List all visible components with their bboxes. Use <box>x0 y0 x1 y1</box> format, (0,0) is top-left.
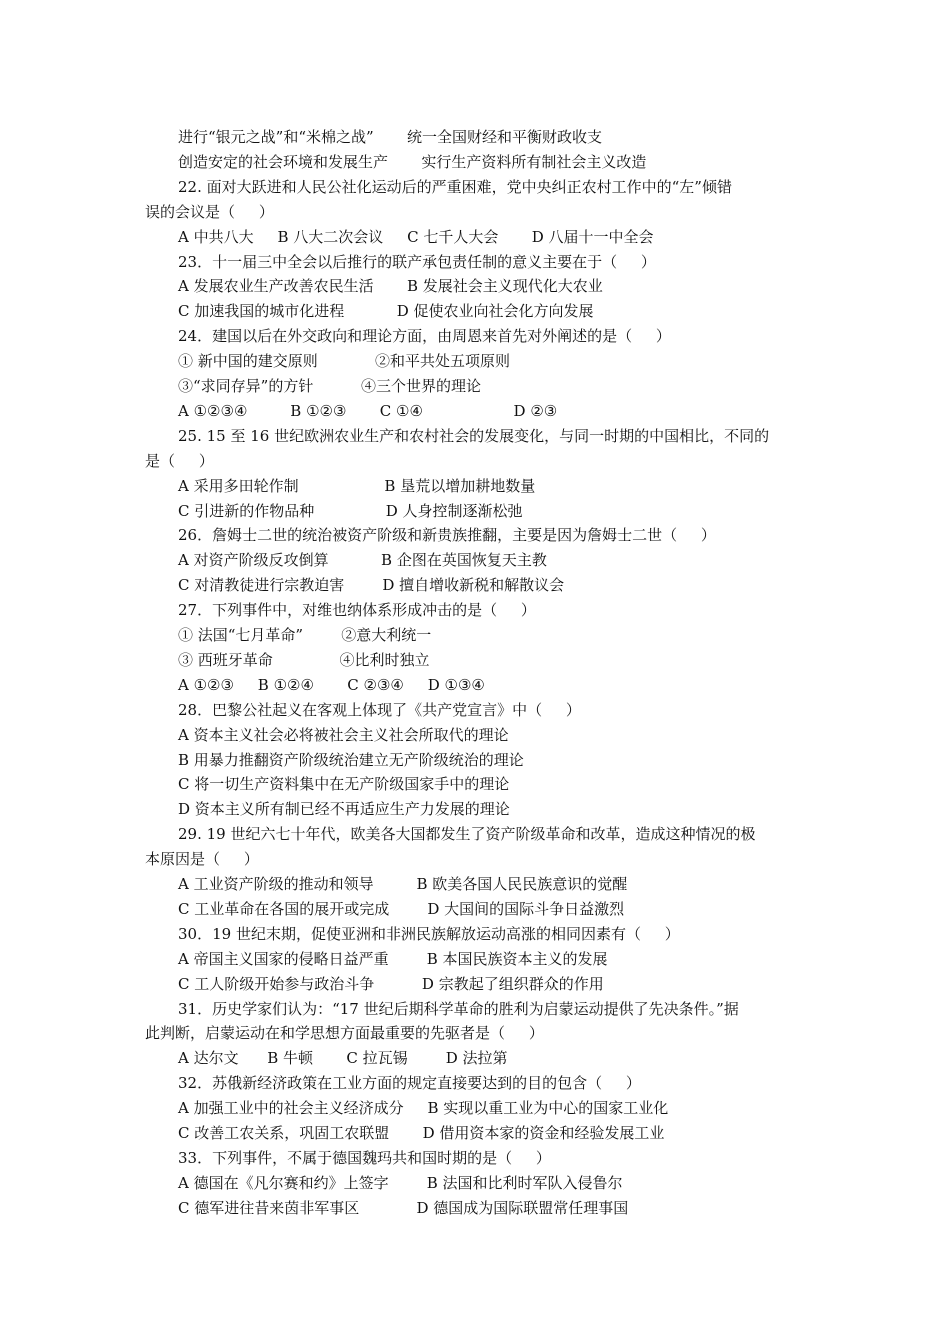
answer-options: C 引进新的作物品种 D 人身控制逐渐松弛 <box>178 501 523 520</box>
question-stem: 29. 19 世纪六七十年代，欧美各大国都发生了资产阶级革命和改革，造成这种情况的极 <box>178 825 756 844</box>
question-stem: 26．詹姆士二世的统治被资产阶级和新贵族推翻，主要是因为詹姆士二世（ ） <box>178 526 716 545</box>
answer-options: ① 法国“七月革命” ②意大利统一 <box>178 626 432 644</box>
answer-options: B 用暴力推翻资产阶级统治建立无产阶级统治的理论 <box>178 750 524 769</box>
question-stem: 22. 面对大跃进和人民公社化运动后的严重困难，党中央纠正农村工作中的“左”倾错 <box>178 177 732 196</box>
question-stem-continuation: 误的会议是（ ） <box>145 202 274 221</box>
answer-options: A 采用多田轮作制 B 垦荒以增加耕地数量 <box>178 476 536 495</box>
answer-options: A 对资产阶级反攻倒算 B 企图在英国恢复天主教 <box>178 551 547 570</box>
question-stem: 25. 15 至 16 世纪欧洲农业生产和农村社会的发展变化，与同一时期的中国相比，不同的 <box>178 426 770 445</box>
question-stem: 33．下列事件，不属于德国魏玛共和国时期的是（ ） <box>178 1148 551 1167</box>
answer-options: A 发展农业生产改善农民生活 B 发展社会主义现代化大农业 <box>178 277 603 296</box>
answer-options: C 对清教徒进行宗教迫害 D 擅自增收新税和解散议会 <box>178 576 565 595</box>
answer-options: C 德军进往昔来茵非军事区 D 德国成为国际联盟常任理事国 <box>178 1198 629 1217</box>
question-stem-continuation: 本原因是（ ） <box>145 850 259 869</box>
answer-options: A 帝国主义国家的侵略日益严重 B 本国民族资本主义的发展 <box>178 949 608 968</box>
answer-options: D 资本主义所有制已经不再适应生产力发展的理论 <box>178 800 510 819</box>
answer-options: A 工业资产阶级的推动和领导 B 欧美各国人民民族意识的觉醒 <box>178 875 628 893</box>
question-stem-continuation: 此判断，启蒙运动在和学思想方面最重要的先驱者是（ ） <box>145 1024 544 1043</box>
question-stem: 30．19 世纪末期，促使亚洲和非洲民族解放运动高涨的相同因素有（ ） <box>178 924 680 943</box>
question-stem: 23．十一届三中全会以后推行的联产承包责任制的意义主要在于（ ） <box>178 252 656 271</box>
answer-options: A 达尔文 B 牛顿 C 拉瓦锡 D 法拉第 <box>178 1049 508 1068</box>
answer-options: A ①②③④ B ①②③ C ①④ D ②③ <box>178 401 558 420</box>
question-stem: 31．历史学家们认为：“17 世纪后期科学革命的胜利为启蒙运动提供了先决条件。”据 <box>178 999 739 1018</box>
question-stem: 24．建国以后在外交政向和理论方面，由周恩来首先对外阐述的是（ ） <box>178 327 671 346</box>
answer-options: A ①②③ B ①②④ C ②③④ D ①③④ <box>178 675 485 694</box>
answer-options: C 工业革命在各国的展开或完成 D 大国间的国际斗争日益激烈 <box>178 899 625 918</box>
answer-options: A 资本主义社会必将被社会主义社会所取代的理论 <box>178 725 509 744</box>
question-stem: 28．巴黎公社起义在客观上体现了《共产党宣言》中（ ） <box>178 700 581 719</box>
answer-options: ③ 西班牙革命 ④比利时独立 <box>178 650 430 669</box>
question-stem: 27．下列事件中，对维也纳体系形成冲击的是（ ） <box>178 601 536 620</box>
answer-options: 创造安定的社会环境和发展生产 实行生产资料所有制社会主义改造 <box>178 152 647 171</box>
answer-options: C 将一切生产资料集中在无产阶级国家手中的理论 <box>178 775 510 794</box>
answer-options: C 加速我国的城市化进程 D 促使农业向社会化方向发展 <box>178 302 594 321</box>
answer-options: C 改善工农关系，巩固工农联盟 D 借用资本家的资金和经验发展工业 <box>178 1124 665 1142</box>
answer-options: A 加强工业中的社会主义经济成分 B 实现以重工业为中心的国家工业化 <box>178 1099 669 1118</box>
answer-options: ③“求同存异”的方针 ④三个世界的理论 <box>178 377 482 395</box>
answer-options: A 中共八大 B 八大二次会议 C 七千人大会 D 八届十一中全会 <box>178 227 654 246</box>
answer-options: C 工人阶级开始参与政治斗争 D 宗教起了组织群众的作用 <box>178 974 604 993</box>
answer-options: A 德国在《凡尔赛和约》上签字 B 法国和比利时军队入侵鲁尔 <box>178 1173 623 1192</box>
question-stem-continuation: 是（ ） <box>145 451 214 470</box>
question-stem: 32．苏俄新经济政策在工业方面的规定直接要达到的目的包含（ ） <box>178 1074 641 1093</box>
answer-options: 进行“银元之战”和“米棉之战” 统一全国财经和平衡财政收支 <box>178 128 603 146</box>
answer-options: ① 新中国的建交原则 ②和平共处五项原则 <box>178 352 510 371</box>
